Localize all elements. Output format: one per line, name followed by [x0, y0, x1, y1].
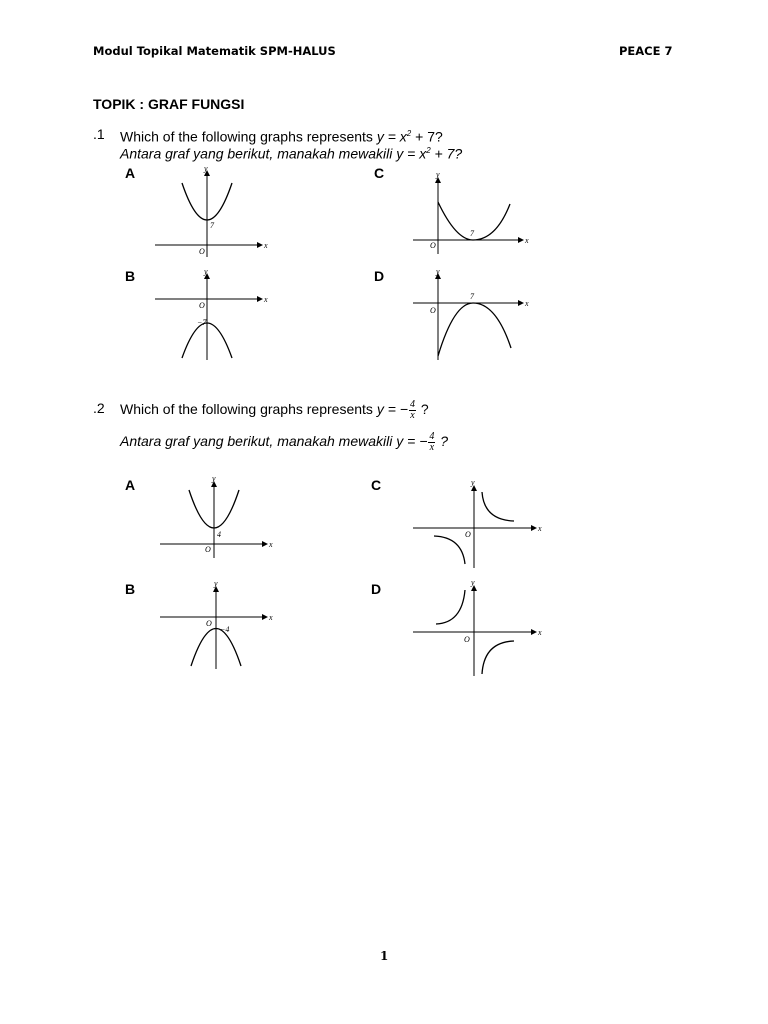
q2-option-d-label: D	[371, 581, 382, 597]
x-label: x	[269, 613, 273, 622]
question-1-number: .1	[93, 126, 105, 142]
q2-option-b-graph	[155, 581, 275, 671]
x-label: x	[264, 241, 268, 250]
topic-heading: TOPIK : GRAF FUNGSI	[93, 96, 245, 112]
question-1-text-ms	[120, 142, 462, 163]
q1-en-equation: y = x	[376, 128, 407, 145]
header-title: Modul Topikal Matematik SPM-HALUS	[93, 44, 336, 58]
q1-en-prefix: Which of the following graphs represents	[120, 128, 377, 145]
q1-ms-exponent: 2	[426, 146, 431, 155]
y-label: y	[204, 267, 208, 276]
q2-en-frac-num: 4	[409, 399, 415, 410]
hyperbola-branch-1	[482, 492, 514, 521]
q1-option-c-graph	[408, 172, 538, 257]
origin-label: O	[206, 619, 212, 628]
x-label: x	[538, 628, 542, 637]
q2-ms-frac-num: 4	[429, 431, 435, 442]
hyperbola-branch-2	[482, 641, 514, 674]
q2-option-a-graph	[155, 476, 275, 561]
intercept-label: 7	[470, 229, 474, 238]
y-label: y	[214, 579, 218, 588]
parabola-curve	[438, 303, 511, 356]
origin-label: O	[430, 241, 436, 250]
x-label: x	[264, 295, 268, 304]
y-label: y	[204, 164, 208, 173]
origin-label: O	[205, 545, 211, 554]
q1-ms-rest: + 7?	[430, 145, 463, 162]
x-label: x	[525, 236, 529, 245]
origin-label: O	[465, 530, 471, 539]
q1-option-d-label: D	[374, 268, 385, 284]
y-label: y	[212, 474, 216, 483]
q2-ms-rest: ?	[436, 433, 449, 450]
y-label: y	[471, 478, 475, 487]
x-label: x	[269, 540, 273, 549]
q2-en-prefix: Which of the following graphs represents	[120, 401, 377, 418]
q2-option-b-label: B	[125, 581, 136, 597]
intercept-label: −4	[220, 625, 230, 634]
origin-label: O	[199, 301, 205, 310]
question-2-text-ms	[120, 432, 448, 453]
x-label: x	[525, 299, 529, 308]
origin-label: O	[430, 306, 436, 315]
parabola-curve	[438, 202, 510, 240]
origin-label: O	[464, 635, 470, 644]
hyperbola-branch-1	[436, 590, 465, 624]
q1-ms-prefix: Antara graf yang berikut, manakah mewakili y = x	[120, 145, 427, 162]
origin-label: O	[199, 247, 205, 256]
q1-option-d-graph	[408, 268, 538, 363]
q1-option-b-graph	[150, 268, 270, 363]
q2-option-d-graph	[408, 580, 548, 680]
q1-option-a-label: A	[125, 165, 136, 181]
q2-ms-frac-den: x	[429, 442, 435, 453]
y-label: y	[471, 578, 475, 587]
q2-en-frac-den: x	[410, 410, 415, 421]
question-2-number: .2	[93, 400, 105, 416]
page-number: 1	[380, 949, 389, 963]
q2-option-c-graph	[408, 480, 548, 570]
q1-en-rest: + 7?	[411, 128, 443, 145]
q2-en-equation: y = −	[376, 401, 408, 418]
q2-ms-prefix: Antara graf yang berikut, manakah mewakili y = −	[120, 433, 428, 450]
intercept-label: 7	[210, 221, 214, 230]
q1-option-c-label: C	[374, 165, 385, 181]
q1-option-a-graph	[150, 165, 270, 260]
q2-option-a-label: A	[125, 477, 136, 493]
q2-option-c-label: C	[371, 477, 382, 493]
question-2-text-en	[120, 400, 429, 421]
hyperbola-branch-2	[434, 536, 465, 564]
header-code: PEACE 7	[619, 44, 673, 58]
y-label: y	[436, 267, 440, 276]
intercept-label: 7	[470, 292, 474, 301]
q1-option-b-label: B	[125, 268, 136, 284]
x-label: x	[538, 524, 542, 533]
q2-ms-fraction	[428, 432, 435, 453]
q1-en-exponent: 2	[406, 129, 412, 138]
intercept-label: 4	[217, 530, 221, 539]
intercept-label: −7	[197, 318, 207, 327]
y-label: y	[436, 170, 440, 179]
q2-en-fraction	[409, 400, 416, 421]
q2-en-rest: ?	[416, 401, 429, 418]
